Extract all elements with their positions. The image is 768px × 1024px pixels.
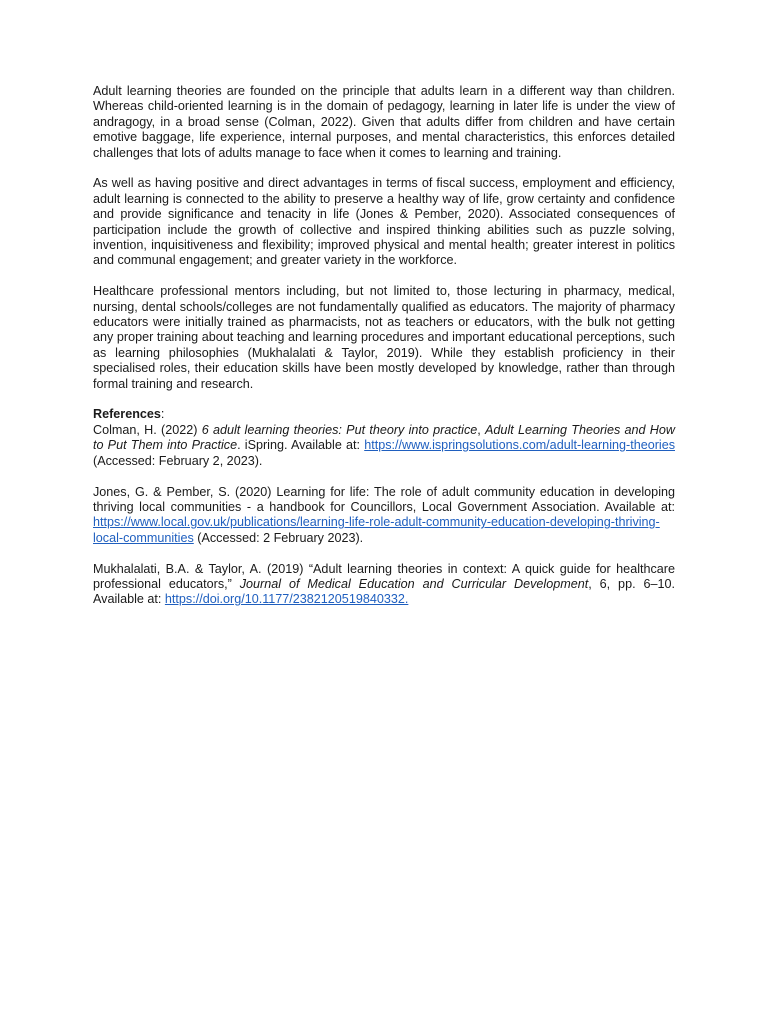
reference-colman-title: 6 adult learning theories: Put theory into practice [201, 422, 478, 437]
reference-colman-sep: , [477, 422, 486, 437]
reference-jones [93, 485, 675, 547]
body-paragraph-2: As well as having positive and direct advantages in terms of fiscal success, employment and efficiency, adult learning is connected to the ability to preserve a healthy way of life, grow certainty and confidence and provide significance and tenacity in life (Jones & Pember, 2020). Associated consequences of participation include the growth of collective and inspired thinking abilities such as puzzle solving, invention, inquisitiveness and flexibility; improved physical and mental health; greater interest in politics and communal engagement; and greater variety in the workforce. [93, 176, 675, 268]
document-page [93, 84, 675, 623]
reference-colman-accessed: (Accessed: February 2, 2023). [93, 453, 263, 468]
reference-jones-link[interactable]: https://www.local.gov.uk/publications/learning-life-role-adult-community-education-developing-thriving-local-communities [93, 515, 660, 545]
reference-mukhalalati-details: , 6, pp. 6–10. Available at: [93, 576, 675, 607]
reference-mukhalalati-text: Mukhalalati, B.A. & Taylor, A. (2019) “Adult learning theories in context: A quick guide for healthcare professional educators,” [93, 561, 675, 591]
reference-colman-link[interactable]: https://www.ispringsolutions.com/adult-learning-theories [364, 438, 675, 453]
references-heading [93, 407, 675, 422]
reference-mukhalalati-link[interactable]: https://doi.org/10.1177/2382120519840332. [164, 592, 409, 607]
body-paragraph-3: Healthcare professional mentors including, but not limited to, those lecturing in pharmacy, medical, nursing, dental schools/colleges are not fundamentally qualified as educators. The majority of pharmacy educators were initially trained as pharmacists, not as teachers or educators, with the bulk not getting any proper training about teaching and learning procedures and important educational perceptions, such as learning philosophies (Mukhalalati & Taylor, 2019). While they establish proficiency in their specialised roles, their education skills have been mostly developed by knowledge, rather than through formal training and research. [93, 284, 675, 391]
reference-jones-text: Jones, G. & Pember, S. (2020) Learning for life: The role of adult community education in developing thriving local communities - a handbook for Councillors, Local Government Association. Available at: [93, 484, 675, 514]
reference-colman [93, 423, 675, 469]
references-heading-text: References [93, 407, 161, 422]
reference-mukhalalati [93, 562, 675, 608]
references-heading-colon: : [160, 407, 165, 422]
body-paragraph-1: Adult learning theories are founded on the principle that adults learn in a different way than children. Whereas child-oriented learning is in the domain of pedagogy, learning in later life is under the view of andragogy, in a broad sense (Colman, 2022). Given that adults differ from children and have certain emotive baggage, life experience, internal purposes, and mental characteristics, this enforces detailed challenges that lots of adults manage to face when it comes to learning and training. [93, 84, 675, 160]
reference-jones-accessed: (Accessed: 2 February 2023). [193, 530, 364, 545]
reference-mukhalalati-journal: Journal of Medical Education and Curricular Development [239, 576, 589, 591]
reference-colman-site-title: Adult Learning Theories and How to Put Them into Practice [93, 422, 676, 453]
reference-colman-publisher: . iSpring. Available at: [237, 438, 365, 453]
reference-colman-authors: Colman, H. (2022) [93, 422, 202, 437]
